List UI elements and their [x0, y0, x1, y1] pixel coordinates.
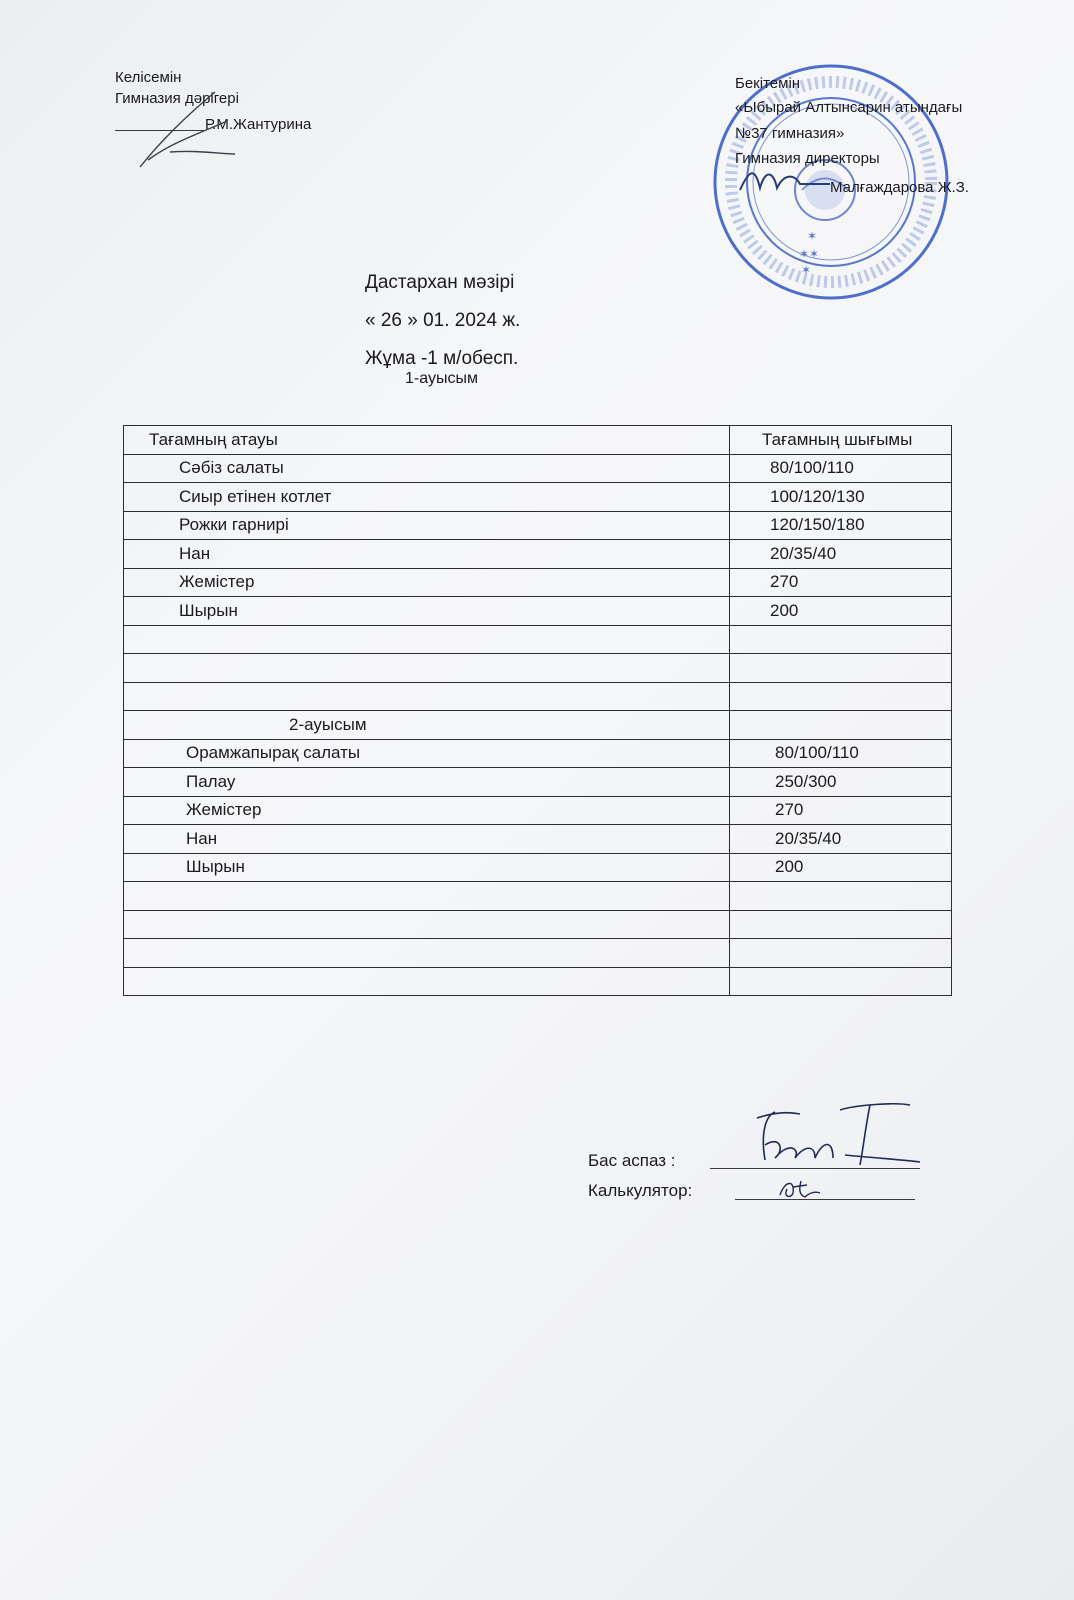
dish-name-cell — [124, 654, 730, 683]
table-row — [124, 454, 952, 483]
dish-name-cell: Жемістер — [124, 568, 730, 597]
dish-name-cell: Жемістер — [124, 796, 730, 825]
portion-cell: 20/35/40 — [730, 825, 952, 854]
portion-cell: 80/100/110 — [730, 739, 952, 768]
dish-name-cell — [124, 882, 730, 911]
table-header-row — [124, 426, 952, 455]
portion-cell — [730, 882, 952, 911]
portion-cell: 200 — [730, 853, 952, 882]
doctor-signature — [130, 82, 240, 177]
dish-name-cell: Шырын — [124, 597, 730, 626]
dish-name-cell: Нан — [124, 540, 730, 569]
portion-cell — [730, 711, 952, 740]
director-signature — [735, 160, 835, 200]
approval-left-name: Р.М.Жантурина — [205, 116, 312, 133]
portion-cell: 270 — [730, 796, 952, 825]
portion-cell: 270 — [730, 568, 952, 597]
portion-cell — [730, 625, 952, 654]
chef-label: Бас аспаз : — [588, 1151, 676, 1170]
table-row — [124, 625, 952, 654]
portion-cell — [730, 967, 952, 996]
svg-text:✶: ✶ — [807, 229, 818, 243]
portion-cell: 200 — [730, 597, 952, 626]
table-row — [124, 939, 952, 968]
approval-right-name: Малғаждарова Ж.З. — [830, 179, 969, 196]
portion-cell: 20/35/40 — [730, 540, 952, 569]
table-row — [124, 540, 952, 569]
approval-left-role: Гимназия дәрігері — [115, 90, 239, 107]
table-row — [124, 597, 952, 626]
dish-name-cell — [124, 682, 730, 711]
portion-cell — [730, 682, 952, 711]
table-row — [124, 882, 952, 911]
table-row — [124, 796, 952, 825]
table-row — [124, 568, 952, 597]
approval-left-heading: Келісемін — [115, 69, 182, 86]
table-row — [124, 511, 952, 540]
calculator-label: Калькулятор: — [588, 1181, 693, 1200]
dish-name-cell: 2-ауысым — [124, 711, 730, 740]
dish-name-cell — [124, 625, 730, 654]
shift-1-label: 1-ауысым — [405, 370, 478, 387]
portion-cell: 100/120/130 — [730, 483, 952, 512]
table-row — [124, 910, 952, 939]
approval-right-school: «Ыбырай Алтынсарин атындағы — [735, 99, 963, 116]
table-row — [124, 654, 952, 683]
approval-right-school-number: №37 гимназия» — [735, 125, 845, 142]
document-title: Дастархан мәзірі — [365, 272, 515, 293]
dish-name-cell: Шырын — [124, 853, 730, 882]
dish-name-cell — [124, 939, 730, 968]
table-row — [124, 739, 952, 768]
portion-cell — [730, 654, 952, 683]
svg-text:✶✶: ✶✶ — [799, 247, 820, 261]
table-row — [124, 825, 952, 854]
column-header-dish-name: Тағамның атауы — [124, 426, 730, 455]
approval-right-heading: Бекітемін — [735, 75, 801, 92]
dish-name-cell: Сиыр етінен котлет — [124, 483, 730, 512]
portion-cell: 80/100/110 — [730, 454, 952, 483]
svg-text:✶: ✶ — [801, 263, 812, 277]
portion-cell — [730, 910, 952, 939]
calculator-signature-line — [735, 1199, 915, 1200]
dish-name-cell: Орамжапырақ салаты — [124, 739, 730, 768]
column-header-portion: Тағамның шығымы — [730, 426, 952, 455]
calculator-signature — [775, 1175, 825, 1203]
menu-table — [123, 425, 952, 996]
document-date: « 26 » 01. 2024 ж. — [365, 310, 521, 331]
portion-cell: 120/150/180 — [730, 511, 952, 540]
table-row — [124, 967, 952, 996]
document-day: Жұма -1 м/обесп. — [365, 348, 519, 369]
table-row — [124, 711, 952, 740]
dish-name-cell: Палау — [124, 768, 730, 797]
portion-cell: 250/300 — [730, 768, 952, 797]
dish-name-cell: Нан — [124, 825, 730, 854]
document-header — [365, 264, 520, 378]
dish-name-cell: Сәбіз салаты — [124, 454, 730, 483]
dish-name-cell — [124, 967, 730, 996]
table-row — [124, 853, 952, 882]
chef-signature — [745, 1100, 925, 1175]
dish-name-cell — [124, 910, 730, 939]
portion-cell — [730, 939, 952, 968]
table-row — [124, 768, 952, 797]
table-row — [124, 682, 952, 711]
approval-right-role: Гимназия директоры — [735, 150, 880, 167]
dish-name-cell: Рожки гарнирі — [124, 511, 730, 540]
table-row — [124, 483, 952, 512]
